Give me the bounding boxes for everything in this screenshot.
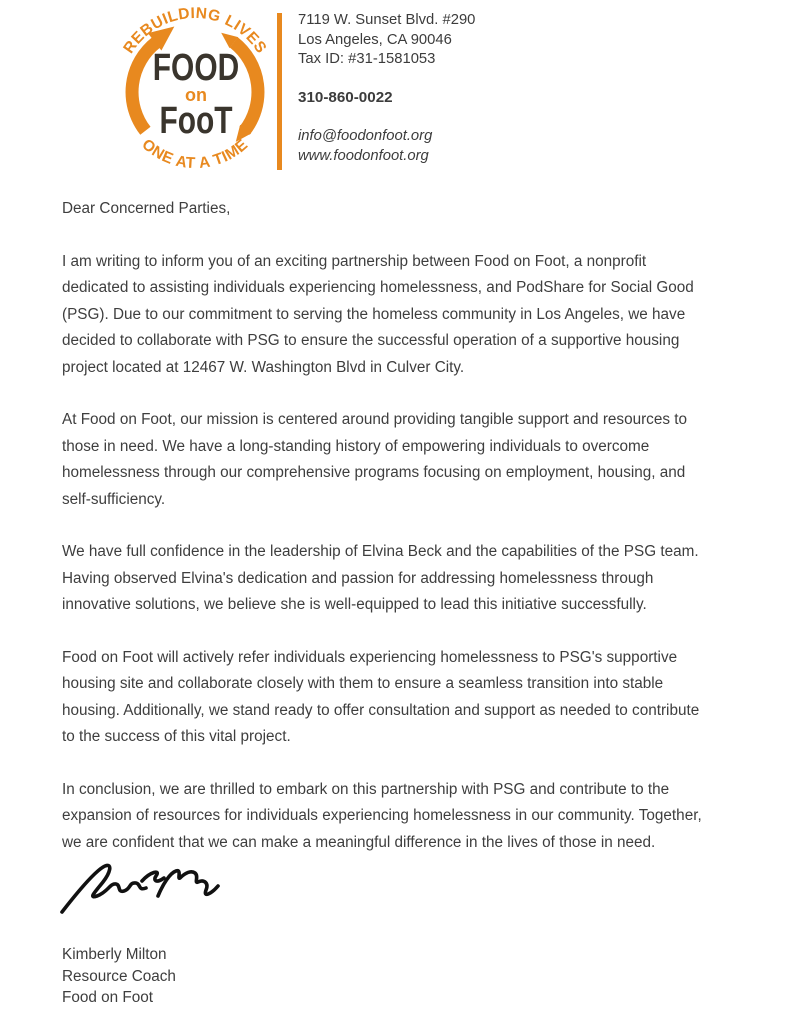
paragraph [62, 645, 762, 751]
paragraph [62, 249, 762, 382]
paragraph-line: housing site and collaborate closely with them to ensure a seamless transition into stable [62, 675, 664, 692]
paragraph-line: those in need. We have a long-standing history of empowering individuals to overcome [62, 437, 650, 455]
email-address: info@foodonfoot.org [298, 128, 433, 144]
paragraph-line: housing. Additionally, we stand ready to offer consultation and support as needed to contribute [62, 701, 700, 719]
contact-block [298, 11, 475, 166]
paragraph-line: we are confident that we can make a meaningful difference in the lives of those in need. [62, 833, 656, 851]
paragraph-line: expansion of resources for individuals experiencing homelessness in our community. Together, [62, 807, 702, 824]
salutation: Dear Concerned Parties, [62, 200, 231, 217]
signature [58, 860, 762, 920]
paragraph-line: self-sufficiency. [62, 490, 166, 508]
paragraph-line: At Food on Foot, our mission is centered around providing tangible support and resources to [62, 411, 687, 428]
website-url: www.foodonfoot.org [298, 147, 429, 164]
paragraph-line: dedicated to assisting individuals experiencing homelessness, and PodShare for Social Good [62, 279, 694, 296]
paragraph-line: I am writing to inform you of an exciting partnership between Food on Foot, a nonprofit [62, 252, 647, 270]
paragraph [62, 777, 762, 857]
paragraph [62, 407, 762, 513]
signoff-title: Resource Coach [62, 967, 176, 985]
letterhead [0, 0, 803, 186]
logo-word-foot: FooT [159, 99, 233, 142]
logo-word-on: on [185, 85, 207, 105]
letter-body [62, 196, 762, 1009]
address-line-2: Los Angeles, CA 90046 [298, 31, 452, 48]
paragraph-line: In conclusion, we are thrilled to embark on this partnership with PSG and contribute to the [62, 780, 670, 798]
paragraphs [62, 249, 762, 857]
phone-number: 310-860-0022 [298, 88, 393, 106]
signoff-organization: Food on Foot [62, 989, 153, 1006]
paragraph [62, 539, 762, 619]
paragraph-line: homelessness through our comprehensive programs focusing on employment, housing, and [62, 464, 686, 481]
paragraph-line: decided to collaborate with PSG to ensure the successful operation of a supportive housing [62, 332, 680, 349]
paragraph-line: Having observed Elvina's dedication and passion for addressing homelessness through [62, 569, 654, 587]
logo-word-food: FOOD [152, 46, 240, 89]
logo-slogan-top: REBUILDING LIVES [120, 4, 270, 57]
paragraph-line: to the success of this vital project. [62, 728, 291, 745]
paragraph-line: We have full confidence in the leadership of Elvina Beck and the capabilities of the PSG team. [62, 543, 699, 560]
letterhead-divider [277, 13, 282, 170]
paragraph-line: (PSG). Due to our commitment to serving the homeless community in Los Angeles, we have [62, 305, 686, 323]
address-line-1: 7119 W. Sunset Blvd. #290 [298, 12, 476, 28]
signoff-block [62, 944, 762, 1009]
signoff-name: Kimberly Milton [62, 946, 167, 963]
tax-id: Tax ID: #31-1581053 [298, 51, 436, 67]
logo-slogan-bottom: ONE AT A TIME [138, 135, 252, 173]
food-on-foot-logo [108, 2, 286, 184]
paragraph-line: project located at 12467 W. Washington Blvd in Culver City. [62, 358, 465, 376]
paragraph-line: innovative solutions, we believe she is well-equipped to lead this initiative successfully. [62, 596, 647, 613]
signature-image [58, 860, 223, 920]
paragraph-line: Food on Foot will actively refer individuals experiencing homelessness to PSG's supportive [62, 648, 678, 666]
